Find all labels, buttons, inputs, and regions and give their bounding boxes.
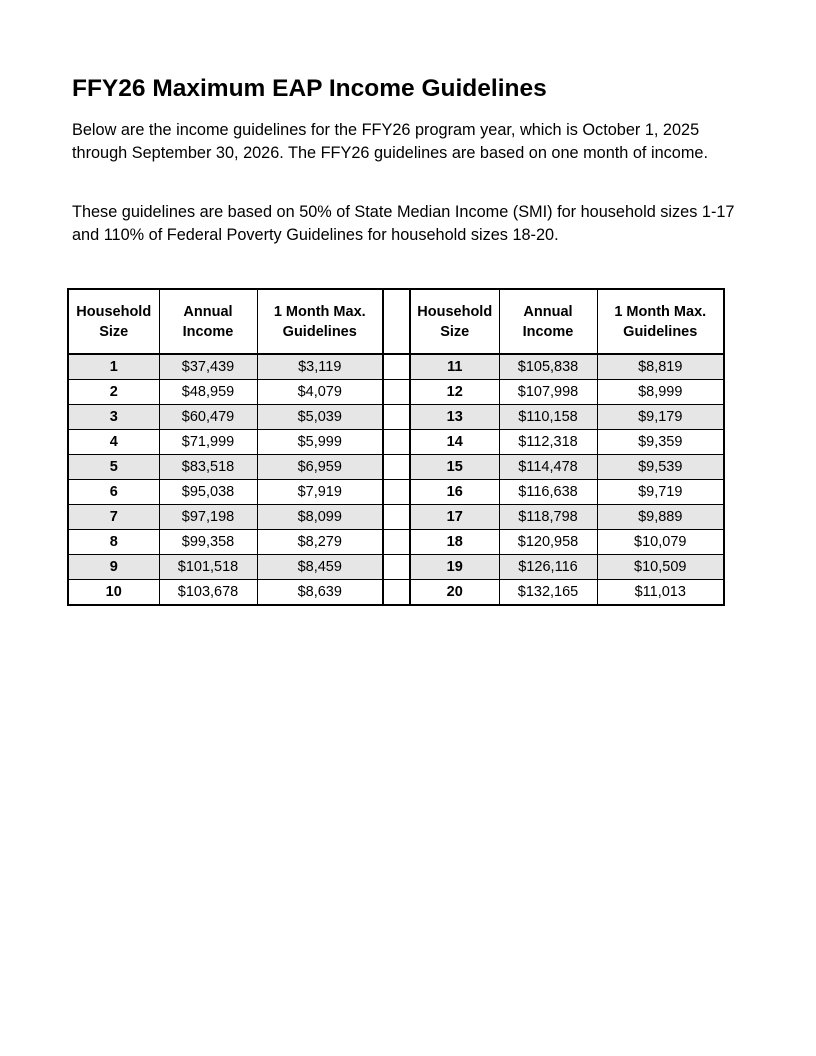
header-month-max-right xyxy=(597,289,724,354)
page-title: FFY26 Maximum EAP Income Guidelines xyxy=(72,75,547,102)
annual-income-cell: $110,158 xyxy=(499,405,597,430)
month-max-cell: $5,039 xyxy=(257,405,383,430)
annual-income-cell: $118,798 xyxy=(499,505,597,530)
table-body xyxy=(68,354,724,605)
header-line: 1 Month Max. xyxy=(614,303,707,320)
month-max-cell: $6,959 xyxy=(257,455,383,480)
header-line: Size xyxy=(440,323,470,340)
header-line: Household xyxy=(76,303,152,320)
household-size-cell: 20 xyxy=(410,580,499,606)
household-size-cell: 4 xyxy=(68,430,159,455)
table-row xyxy=(68,580,724,606)
header-line: Guidelines xyxy=(623,323,698,340)
table-row xyxy=(68,405,724,430)
household-size-cell: 12 xyxy=(410,380,499,405)
table-gap-column xyxy=(383,289,410,354)
header-line: Size xyxy=(99,323,129,340)
header-line: Household xyxy=(417,303,493,320)
household-size-cell: 14 xyxy=(410,430,499,455)
household-size-cell: 16 xyxy=(410,480,499,505)
table-gap-cell xyxy=(383,380,410,405)
month-max-cell: $9,359 xyxy=(597,430,724,455)
table-row xyxy=(68,430,724,455)
household-size-cell: 8 xyxy=(68,530,159,555)
household-size-cell: 3 xyxy=(68,405,159,430)
header-annual-income-right xyxy=(499,289,597,354)
month-max-cell: $8,459 xyxy=(257,555,383,580)
annual-income-cell: $101,518 xyxy=(159,555,257,580)
intro-paragraph: Below are the income guidelines for the FFY26 program year, which is October 1, 2025 through September 30, 2026. The FFY26 guidelines are based on one month of income. xyxy=(72,121,708,162)
table-gap-cell xyxy=(383,354,410,380)
table-row xyxy=(68,354,724,380)
table-row xyxy=(68,480,724,505)
household-size-cell: 15 xyxy=(410,455,499,480)
month-max-cell: $8,639 xyxy=(257,580,383,606)
table-gap-cell xyxy=(383,405,410,430)
month-max-cell: $7,919 xyxy=(257,480,383,505)
annual-income-cell: $83,518 xyxy=(159,455,257,480)
table-row xyxy=(68,530,724,555)
annual-income-cell: $48,959 xyxy=(159,380,257,405)
annual-income-cell: $132,165 xyxy=(499,580,597,606)
annual-income-cell: $114,478 xyxy=(499,455,597,480)
month-max-cell: $10,079 xyxy=(597,530,724,555)
table-row xyxy=(68,455,724,480)
annual-income-cell: $99,358 xyxy=(159,530,257,555)
table-row xyxy=(68,505,724,530)
header-annual-income-left xyxy=(159,289,257,354)
household-size-cell: 11 xyxy=(410,354,499,380)
month-max-cell: $3,119 xyxy=(257,354,383,380)
table-gap-cell xyxy=(383,430,410,455)
header-line: 1 Month Max. xyxy=(273,303,366,320)
month-max-cell: $5,999 xyxy=(257,430,383,455)
table-gap-cell xyxy=(383,580,410,606)
income-guidelines-table xyxy=(67,288,725,606)
household-size-cell: 13 xyxy=(410,405,499,430)
annual-income-cell: $116,638 xyxy=(499,480,597,505)
annual-income-cell: $126,116 xyxy=(499,555,597,580)
header-household-size-right xyxy=(410,289,499,354)
household-size-cell: 18 xyxy=(410,530,499,555)
month-max-cell: $9,539 xyxy=(597,455,724,480)
month-max-cell: $10,509 xyxy=(597,555,724,580)
month-max-cell: $4,079 xyxy=(257,380,383,405)
header-household-size-left xyxy=(68,289,159,354)
header-line: Income xyxy=(522,323,574,340)
table-gap-cell xyxy=(383,480,410,505)
table-row xyxy=(68,555,724,580)
annual-income-cell: $103,678 xyxy=(159,580,257,606)
annual-income-cell: $105,838 xyxy=(499,354,597,380)
basis-paragraph: These guidelines are based on 50% of State Median Income (SMI) for household sizes 1-17 and 110% of Federal Poverty Guidelines for household sizes 18-20. xyxy=(72,203,735,244)
household-size-cell: 10 xyxy=(68,580,159,606)
annual-income-cell: $112,318 xyxy=(499,430,597,455)
annual-income-cell: $60,479 xyxy=(159,405,257,430)
household-size-cell: 19 xyxy=(410,555,499,580)
household-size-cell: 1 xyxy=(68,354,159,380)
header-line: Guidelines xyxy=(282,323,357,340)
header-month-max-left xyxy=(257,289,383,354)
month-max-cell: $8,099 xyxy=(257,505,383,530)
month-max-cell: $9,719 xyxy=(597,480,724,505)
household-size-cell: 9 xyxy=(68,555,159,580)
household-size-cell: 7 xyxy=(68,505,159,530)
household-size-cell: 2 xyxy=(68,380,159,405)
household-size-cell: 5 xyxy=(68,455,159,480)
table-gap-cell xyxy=(383,530,410,555)
income-guidelines-table-container xyxy=(67,288,725,606)
header-line: Income xyxy=(182,323,234,340)
household-size-cell: 17 xyxy=(410,505,499,530)
annual-income-cell: $97,198 xyxy=(159,505,257,530)
month-max-cell: $8,279 xyxy=(257,530,383,555)
annual-income-cell: $95,038 xyxy=(159,480,257,505)
annual-income-cell: $71,999 xyxy=(159,430,257,455)
month-max-cell: $11,013 xyxy=(597,580,724,606)
table-gap-cell xyxy=(383,455,410,480)
table-row xyxy=(68,380,724,405)
month-max-cell: $8,999 xyxy=(597,380,724,405)
table-gap-cell xyxy=(383,505,410,530)
table-gap-cell xyxy=(383,555,410,580)
annual-income-cell: $120,958 xyxy=(499,530,597,555)
header-line: Annual xyxy=(183,303,233,320)
month-max-cell: $9,179 xyxy=(597,405,724,430)
household-size-cell: 6 xyxy=(68,480,159,505)
header-line: Annual xyxy=(523,303,573,320)
annual-income-cell: $37,439 xyxy=(159,354,257,380)
month-max-cell: $8,819 xyxy=(597,354,724,380)
annual-income-cell: $107,998 xyxy=(499,380,597,405)
table-header-row xyxy=(68,289,724,354)
month-max-cell: $9,889 xyxy=(597,505,724,530)
